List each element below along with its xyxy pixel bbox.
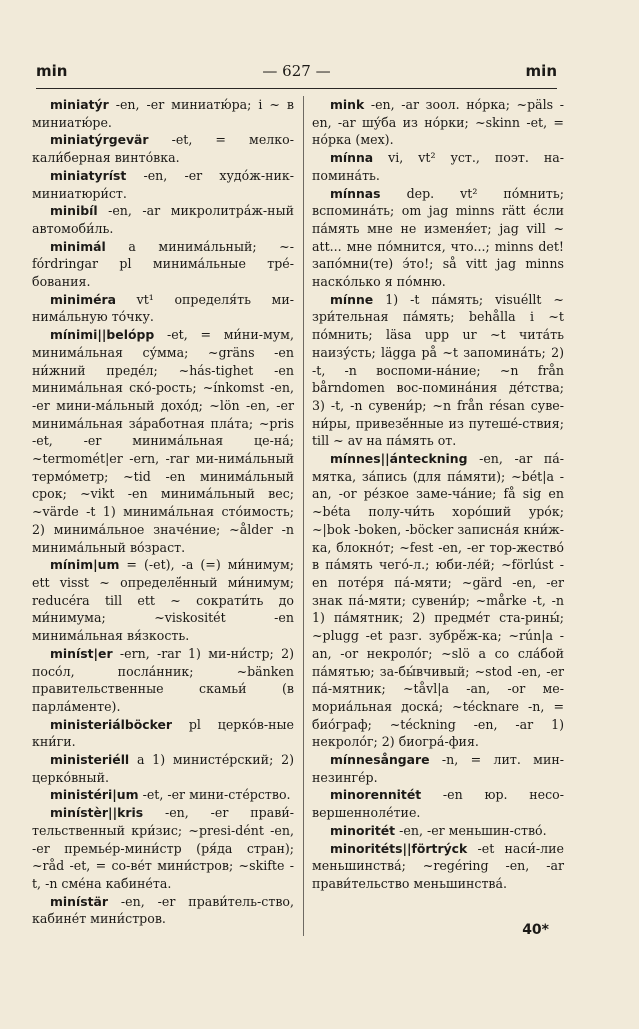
entry-definition: -en, -ar зоол. но́рка; ~päls -en, -ar шу́ба из но́рки; ~skinn -et, = но́рка (мех). xyxy=(312,97,564,148)
dictionary-entry xyxy=(312,840,564,893)
right-running-headword: min xyxy=(525,62,557,80)
entry-headword: mink xyxy=(330,97,365,112)
entry-headword: mínnesångare xyxy=(330,752,430,768)
entry-headword: mínimi||belópp xyxy=(50,327,155,343)
dictionary-entry xyxy=(312,185,564,291)
dictionary-entry xyxy=(312,149,564,184)
entry-definition: -en, -er меньшин-ство́. xyxy=(399,822,547,838)
entry-definition: -ern, -rar 1) ми-ни́стр; 2) посо́л, посла́нник; ~bänken правительственные скамьи́ (в парла́менте). xyxy=(32,645,294,714)
entry-definition: -en, -er прави́тель-ство, кабине́т мини́стров. xyxy=(32,893,294,927)
dictionary-entry xyxy=(32,893,294,928)
entry-definition: -et, = ми́ни-мум, минима́льная су́мма; ~gräns -en ни́жний преде́л; ~hás-tighet -en минима́льная ско́-рость; ~ínkomst -en, -er мини-ма́льный дохо́д; ~lön -en, -er минима́льная за́работная пла́та; ~pris -et, -er минима́льная це-на́; ~termomét|er -ern, -rar ми-нима́льный термо́метр; ~tid -en минима́льный срок; ~vikt -en минима́льный вес; ~värde -t 1) минима́льная сто́имость; 2) минима́льное значе́ние; ~ålder -n минима́льный во́зраст. xyxy=(32,327,294,555)
entry-headword: mínnes||ánteckning xyxy=(330,451,468,467)
entry-definition: -en, -ar микролитра́ж-ный автомоби́ль. xyxy=(32,203,294,236)
page-header xyxy=(36,62,557,84)
entry-headword: minorennitét xyxy=(330,787,422,803)
dictionary-entry xyxy=(32,804,294,893)
dictionary-entry xyxy=(32,238,294,291)
entry-definition: -en юр. несо-вершенноле́тие. xyxy=(312,787,564,821)
entry-definition: vi, vt² уст., поэт. на-помина́ть. xyxy=(312,150,564,183)
dictionary-entry xyxy=(32,645,294,716)
entry-headword: minístär xyxy=(50,893,108,909)
entry-definition: -et наси́-лие меньшинства́; ~regéring -en, -ar прави́тельство меньшинства́. xyxy=(312,840,564,891)
page-number: — 627 — xyxy=(262,62,331,80)
entry-headword: miniatýr xyxy=(50,97,109,112)
dictionary-entry xyxy=(32,96,294,131)
entry-headword: mínim|um xyxy=(50,557,120,573)
entry-definition: -et, = мелко-кали́берная винто́вка. xyxy=(32,132,294,166)
entry-headword: miniatýrgevär xyxy=(50,132,149,148)
entry-headword: mínna xyxy=(330,150,374,166)
dictionary-entry xyxy=(32,202,294,237)
column-divider xyxy=(303,96,304,936)
right-column xyxy=(312,96,564,893)
dictionary-entry xyxy=(32,291,294,326)
dictionary-entry xyxy=(32,751,294,786)
left-column xyxy=(32,96,294,928)
entry-headword: miníst|er xyxy=(50,645,113,661)
entry-headword: minibíl xyxy=(50,203,98,219)
entry-definition: pl церко́в-ные кни́ги. xyxy=(32,716,294,750)
entry-definition: -en, -er миниатю́ра; i ~ в миниатю́ре. xyxy=(32,97,294,130)
entry-headword: minoritét xyxy=(330,822,396,838)
left-running-headword: min xyxy=(36,62,68,80)
dictionary-entry xyxy=(312,96,564,149)
dictionary-entry xyxy=(312,786,564,821)
entry-headword: miniméra xyxy=(50,291,117,307)
entry-definition: -n, = лит. мин-незинге́р. xyxy=(312,752,564,785)
entry-definition: vt¹ определя́ть ми-нима́льную то́чку. xyxy=(32,291,294,325)
entry-definition: -et, -er мини-сте́рство. xyxy=(142,787,291,803)
entry-definition: = (-et), -a (=) ми́нимум; ett visst ~ определё́нный ми́нимум; reducéra till ett ~ сократи́ть до ми́нимума; ~viskositét -en минима́льная вя́зкость. xyxy=(32,557,294,644)
entry-definition: -en, -ar па́-мятка, за́пись (для па́мяти); ~bét|a -an, -or ре́зкое заме-ча́ние; få sig en ~béta полу-чи́ть хоро́ший уро́к; ~|bok -boken, -böcker записна́я кни́ж-ка, блокно́т; ~fest -en, -er тор-жество́ в па́мять чего́-л.; юби-ле́й; ~förlúst -en поте́ря па́-мяти; ~gärd -en, -er знак па́-мяти; сувени́р; ~mårke -t, -n 1) па́мятник; 2) предме́т ста-рины́; ~plugg -et разг. зубрё́ж-ка; ~rún|a -an, -or некроло́г; ~slö a со сла́бой па́мятью; за-бы́вчивый; ~stod -en, -er па́-мятник; ~tåvl|a -an, -or ме-мориа́льная доска́; ~técknare -n, = био́граф; ~téckning -en, -ar 1) некроло́г; 2) биогра́-фия. xyxy=(312,451,564,750)
entry-headword: ministéri|um xyxy=(50,787,139,803)
header-rule xyxy=(36,88,557,89)
dictionary-entry xyxy=(32,167,294,202)
dictionary-entry xyxy=(312,291,564,450)
entry-headword: minimál xyxy=(50,238,106,254)
entry-definition: -en, -er худо́ж-ник-миниатюри́ст. xyxy=(32,167,294,201)
dictionary-entry xyxy=(312,751,564,786)
dictionary-entry xyxy=(312,450,564,751)
entry-headword: minístèr||kris xyxy=(50,805,144,821)
dictionary-entry xyxy=(32,716,294,751)
dictionary-entry xyxy=(32,786,294,804)
entry-headword: miniatyríst xyxy=(50,167,127,183)
dictionary-entry xyxy=(32,131,294,166)
entry-definition: a минима́льный; ~-fórdringar pl минима́льные тре́-бования. xyxy=(32,238,294,290)
entry-definition: -en, -er прави́-тельственный кри́зис; ~presi-dént -en, -er премье́р-мини́стр (ря́да стран); ~råd -et, = со-ве́т мини́стров; ~skifte -t, -n сме́на кабине́та. xyxy=(32,805,294,891)
entry-headword: minoritéts||förtrýck xyxy=(330,840,468,856)
signature-mark: 40* xyxy=(522,922,549,938)
entry-definition: 1) -t па́мять; visuéllt ~ зри́тельная па́мять; behålla i ~t по́мнить; läsa upp ur ~t чита́ть наизу́сть; lägga på ~t запомина́ть; 2) -t, -n воспоми-на́ние; ~n från bårndomen вос-помина́ния де́тства; 3) -t, -n сувени́р; ~n från résan суве-ни́ры, привезё́нные из путеше́-ствия; till ~ av на па́мять от. xyxy=(312,291,564,449)
entry-headword: ministeriálböcker xyxy=(50,716,173,732)
dictionary-entry xyxy=(32,556,294,645)
entry-headword: ministeriéll xyxy=(50,752,130,768)
dictionary-entry xyxy=(312,822,564,840)
entry-headword: mínnas xyxy=(330,185,381,201)
entry-headword: mínne xyxy=(330,291,374,307)
entry-definition: dep. vt² по́мнить; вспомина́ть; om jag minns rätt е́сли па́мять мне не изменя́ет; jag vill ~ att... мне по́мнится, что...; minns det! запо́мни(те) э́то!; så vitt jag minns наско́лько я по́мню. xyxy=(312,185,564,290)
entry-definition: a 1) министе́рский; 2) церко́вный. xyxy=(32,752,294,785)
dictionary-entry xyxy=(32,326,294,556)
